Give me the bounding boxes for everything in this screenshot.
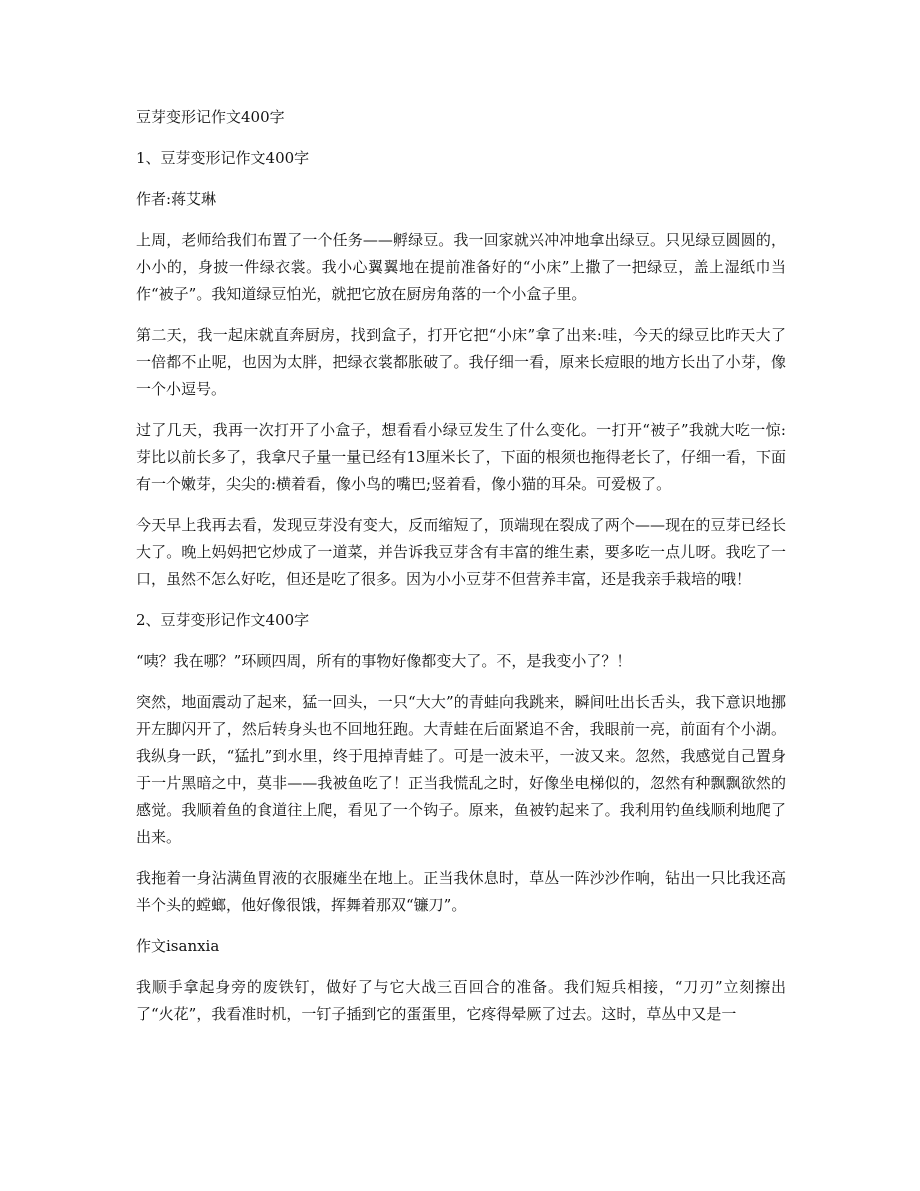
section1-paragraph-4: 今天早上我再去看，发现豆芽没有变大，反而缩短了，顶端现在裂成了两个——现在的豆芽已经长大了。晚上妈妈把它炒成了一道菜，并告诉我豆芽含有丰富的维生素，要多吃一点儿呀。我吃了一口，虽然不怎么好吃，但还是吃了很多。因为小小豆芽不但营养丰富，还是我亲手栽培的哦！ bbox=[136, 516, 786, 588]
document-title: 豆芽变形记作文400字 bbox=[136, 108, 285, 126]
section2-heading: 2、豆芽变形记作文400字 bbox=[136, 611, 310, 629]
source-line: 作文isanxia bbox=[136, 937, 220, 955]
section2-paragraph-4: 我顺手拿起身旁的废铁钉，做好了与它大战三百回合的准备。我们短兵相接，“刀刃”立刻擦出了“火花”，我看准时机，一钉子插到它的蛋蛋里，它疼得晕厥了过去。这时，草丛中又是一 bbox=[136, 978, 786, 1023]
section1-paragraph-2: 第二天，我一起床就直奔厨房，找到盒子，打开它把“小床”拿了出来:哇，今天的绿豆比昨天大了一倍都不止呢，也因为太胖，把绿衣裳都胀破了。我仔细一看，原来长痘眼的地方长出了小芽，像一个小逗号。 bbox=[136, 326, 786, 398]
section1-paragraph-3: 过了几天，我再一次打开了小盒子，想看看小绿豆发生了什么变化。一打开“被子”我就大吃一惊:芽比以前长多了，我拿尺子量一量已经有13厘米长了，下面的根须也拖得老长了，仔细一看，下面有一个嫩芽，尖尖的:横着看，像小鸟的嘴巴;竖着看，像小猫的耳朵。可爱极了。 bbox=[136, 421, 786, 493]
section2-paragraph-3: 我拖着一身沾满鱼胃液的衣服瘫坐在地上。正当我休息时，草丛一阵沙沙作响，钻出一只比我还高半个头的螳螂，他好像很饿，挥舞着那双“镰刀”。 bbox=[136, 869, 786, 914]
section1-paragraph-1: 上周，老师给我们布置了一个任务——孵绿豆。我一回家就兴冲冲地拿出绿豆。只见绿豆圆圆的，小小的，身披一件绿衣裳。我小心翼翼地在提前准备好的“小床”上撒了一把绿豆，盖上湿纸巾当作“被子”。我知道绿豆怕光，就把它放在厨房角落的一个小盒子里。 bbox=[136, 231, 786, 303]
author-line: 作者:蒋艾琳 bbox=[136, 190, 217, 208]
section2-paragraph-2: 突然，地面震动了起来，猛一回头，一只“大大”的青蛙向我跳来，瞬间吐出长舌头，我下意识地挪开左脚闪开了，然后转身头也不回地狂跑。大青蛙在后面紧追不舍，我眼前一亮，前面有个小湖。我纵身一跃，“猛扎”到水里，终于甩掉青蛙了。可是一波未平，一波又来。忽然，我感觉自己置身于一片黑暗之中，莫非——我被鱼吃了！正当我慌乱之时，好像坐电梯似的，忽然有种飘飘欲然的感觉。我顺着鱼的食道往上爬，看见了一个钩子。原来，鱼被钓起来了。我利用钓鱼线顺利地爬了出来。 bbox=[136, 693, 786, 846]
section2-paragraph-1: “咦？我在哪？”环顾四周，所有的事物好像都变大了。不，是我变小了？！ bbox=[136, 652, 632, 670]
section1-heading: 1、豆芽变形记作文400字 bbox=[136, 149, 310, 167]
document-page bbox=[136, 104, 786, 1042]
